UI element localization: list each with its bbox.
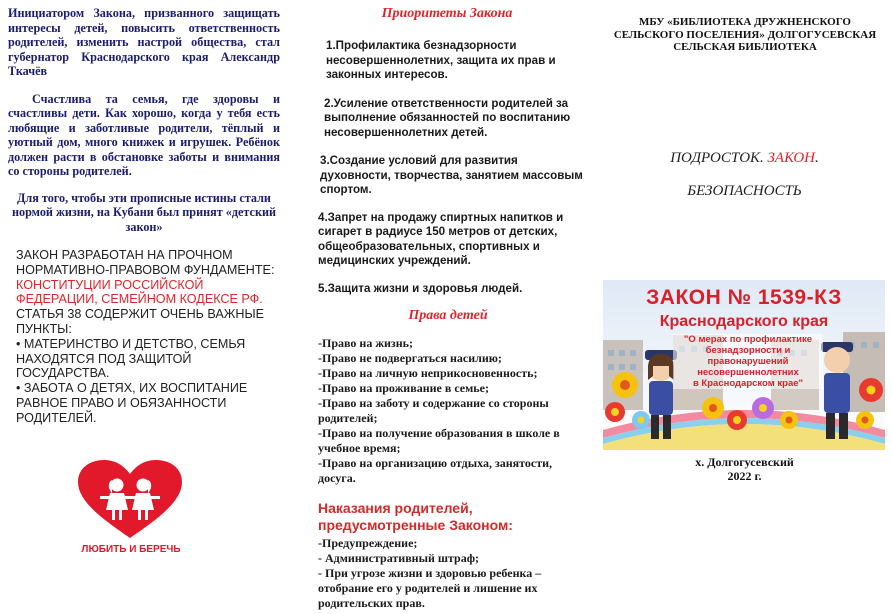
priorities-heading: Приоритеты Закона [381, 6, 513, 21]
brochure-subtitle: БЕЗОПАСНОСТЬ [687, 183, 802, 199]
title-teen: ПОДРОСТОК. [670, 150, 764, 166]
law-point: • МАТЕРИНСТВО И ДЕТСТВО, СЕМЬЯ НАХОДЯТСЯ ПОД ЗАЩИТОЙ ГОСУДАРСТВА. [16, 336, 246, 381]
law-article-text: СТАТЬЯ 38 СОДЕРЖИТ ОЧЕНЬ ВАЖНЫЕ ПУНКТЫ: [16, 307, 265, 336]
punishment-item: - При угрозе жизни и здоровью ребенка – отобрание его у родителей и лишение их родительских прав. [318, 566, 542, 610]
punishment-item: -Предупреждение; [318, 536, 418, 550]
logo-caption: ЛЮБИТЬ И БЕРЕЧЬ [81, 544, 181, 555]
banner-line: "О мерах по профилактике [683, 334, 813, 345]
punishment-item: - Административный штраф; [318, 551, 480, 565]
punishments-heading: Наказания родителей, предусмотренные Законом: [318, 500, 513, 533]
kuban-law-paragraph: Для того, чтобы эти прописные истины стали нормой жизни, на Кубани был принят «детский закон» [11, 190, 277, 234]
title-dot: . [815, 150, 819, 166]
right-item: -Право не подвергаться насилию; [318, 351, 502, 365]
left-panel [0, 0, 290, 614]
family-paragraph: Счастлива та семья, где здоровы и счастливы дети. Как хорошо, когда у тебя есть любящие и заботливые родители, тёплый и уютный дом, много книжек и игрушек. Ребёнок должен расти в обстановке заботы и внимания со стороны родителей. [8, 91, 280, 178]
priority-item: 3.Создание условий для развития духовности, творчества, занятием массовым спортом. [320, 154, 583, 196]
right-panel [597, 0, 892, 614]
year: 2022 г. [727, 469, 762, 483]
brochure-title [597, 150, 892, 167]
law-foundation-block [16, 248, 280, 426]
banner-line: безнадзорности и [705, 345, 791, 356]
banner-law-number: ЗАКОН № 1539-КЗ [646, 286, 842, 309]
priority-item: 1.Профилактика безнадзорности несовершеннолетних, защита их прав и законных интересов. [326, 39, 556, 81]
banner-line: правонарушений [707, 356, 789, 367]
priority-item: 5.Защита жизни и здоровья людей. [318, 281, 523, 295]
place-and-year [597, 455, 892, 483]
law-banner [603, 280, 885, 450]
right-item: -Право на заботу и содержание со стороны родителей; [318, 396, 549, 425]
right-item: -Право на получение образования в школе в учебное время; [318, 426, 560, 455]
rights-heading: Права детей [408, 308, 488, 323]
middle-panel [300, 0, 590, 614]
organization-name: МБУ «БИБЛИОТЕКА ДРУЖНЕНСКОГО СЕЛЬСКОГО ПОСЕЛЕНИЯ» ДОЛГОГУСЕВСКАЯ СЕЛЬСКАЯ БИБЛИОТЕКА [613, 16, 877, 53]
heart-children-logo [74, 458, 186, 540]
banner-region: Краснодарского края [659, 313, 829, 330]
punishments-list [318, 536, 584, 611]
intro-paragraph: Инициатором Закона, призванного защищать интересы детей, повысить ответственность родителей, изменить настрой общества, стал губернатор Краснодарского края Александр Ткачёв [8, 6, 280, 78]
right-item: -Право на проживание в семье; [318, 381, 489, 395]
right-item: -Право на жизнь; [318, 336, 414, 350]
banner-law-name [673, 334, 823, 389]
title-law: ЗАКОН [767, 150, 816, 166]
right-item: -Право на организацию отдыха, занятости, досуга. [318, 456, 553, 485]
heart-icon [74, 458, 186, 540]
rights-list [318, 336, 584, 486]
banner-line: в Краснодарском крае" [692, 378, 804, 389]
priority-item: 2.Усиление ответственности родителей за выполнение обязанностей по воспитанию несовершеннолетних детей. [324, 96, 571, 139]
law-sources-text: КОНСТИТУЦИИ РОССИЙСКОЙ ФЕДЕРАЦИИ, СЕМЕЙНОМ КОДЕКСЕ РФ. [16, 277, 263, 307]
place-name: х. Долгогусевский [695, 455, 794, 469]
priority-item: 4.Запрет на продажу спиртных напитков и сигарет в радиусе 150 метров от детских, общеобразовательных, спортивных и медицинских учреждений. [318, 210, 564, 267]
law-point: • ЗАБОТА О ДЕТЯХ, ИХ ВОСПИТАНИЕ РАВНОЕ ПРАВО И ОБЯЗАННОСТИ РОДИТЕЛЕЙ. [16, 381, 248, 425]
right-item: -Право на личную неприкосновенность; [318, 366, 538, 380]
law-intro-text: ЗАКОН РАЗРАБОТАН НА ПРОЧНОМ НОРМАТИВНО-ПРАВОВОМ ФУНДАМЕНТЕ: [16, 248, 275, 277]
banner-line: несовершеннолетних [697, 367, 799, 378]
